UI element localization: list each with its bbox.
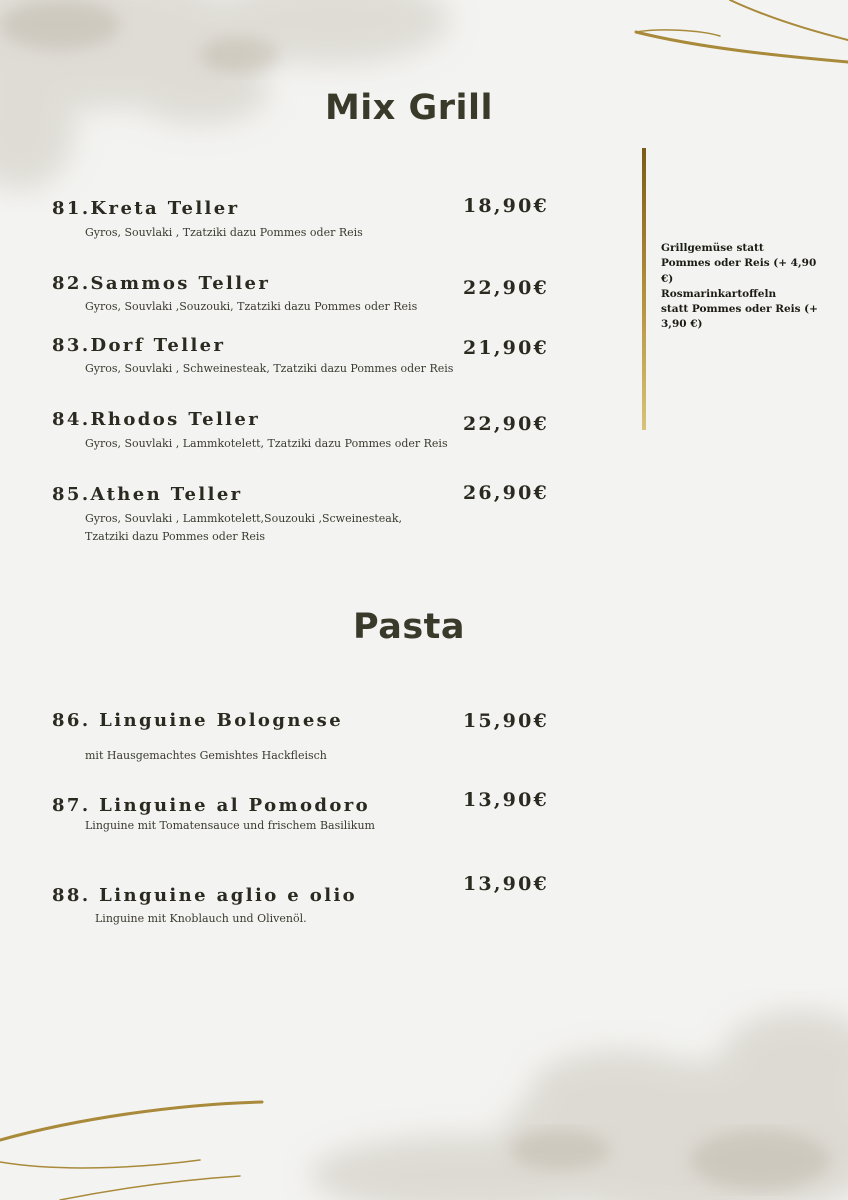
item-description-line: mit Hausgemachtes Gemishtes Hackfleisch [85, 749, 327, 762]
item-name: 81.Kreta Teller [52, 198, 240, 219]
item-description-line: Tzatziki dazu Pommes oder Reis [85, 530, 266, 543]
item-name: 84.Rhodos Teller [52, 409, 261, 430]
item-price: 18,90€ [463, 195, 549, 217]
item-price: 22,90€ [463, 413, 549, 435]
item-price: 13,90€ [463, 789, 549, 811]
item-name: 83.Dorf Teller [52, 335, 226, 356]
item-description [95, 910, 525, 928]
item-description [85, 224, 515, 242]
item-name: 86. Linguine Bolognese [52, 710, 344, 731]
item-name: 82.Sammos Teller [52, 273, 271, 294]
side-note-line: statt Pommes oder Reis (+ [661, 303, 818, 316]
item-name: 88. Linguine aglio e olio [52, 885, 358, 906]
gold-swoosh-top-right [636, 0, 848, 62]
item-name: 87. Linguine al Pomodoro [52, 795, 371, 816]
item-description-line: Linguine mit Knoblauch und Olivenöl. [95, 912, 307, 925]
item-description [85, 298, 515, 316]
item-price: 15,90€ [463, 710, 549, 732]
side-note-line: €) [661, 272, 674, 285]
item-price: 13,90€ [463, 873, 549, 895]
side-note-line: Pommes oder Reis (+ 4,90 [661, 257, 817, 270]
side-note-line: Rosmarinkartoffeln [661, 287, 777, 300]
item-description [85, 435, 515, 453]
item-price: 22,90€ [463, 277, 549, 299]
side-note [661, 241, 823, 333]
side-note-line: 3,90 €) [661, 318, 703, 331]
side-note-line: Grillgemüse statt [661, 242, 764, 254]
item-description-line: Gyros, Souvlaki , Lammkotelett,Souzouki ,Scweinesteak, [85, 512, 402, 525]
item-price: 26,90€ [463, 482, 549, 504]
item-description-line: Linguine mit Tomatensauce und frischem Basilikum [85, 819, 375, 832]
item-name: 85.Athen Teller [52, 484, 243, 505]
gold-swoosh-bottom-left [0, 1102, 262, 1200]
section-title-mix-grill: Mix Grill [324, 88, 494, 128]
item-description [85, 747, 515, 765]
section-title-pasta: Pasta [352, 607, 465, 647]
item-description-line: Gyros, Souvlaki , Schweinesteak, Tzatziki dazu Pommes oder Reis [85, 362, 454, 375]
item-description-line: Gyros, Souvlaki ,Souzouki, Tzatziki dazu Pommes oder Reis [85, 300, 418, 313]
item-description-line: Gyros, Souvlaki , Tzatziki dazu Pommes oder Reis [85, 226, 363, 239]
item-description-line: Gyros, Souvlaki , Lammkotelett, Tzatziki dazu Pommes oder Reis [85, 437, 448, 450]
item-description [85, 360, 515, 378]
side-accent-bar [642, 148, 646, 430]
item-description [85, 817, 515, 835]
item-description [85, 510, 515, 546]
item-price: 21,90€ [463, 337, 549, 359]
watercolor-bottom-right [310, 1010, 848, 1200]
